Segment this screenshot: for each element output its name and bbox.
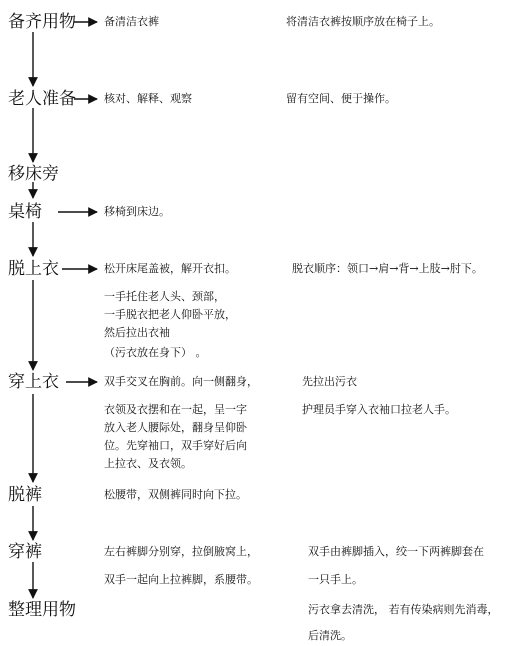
- step-6-note-line: 护理员手穿入衣袖口拉老人手。: [302, 403, 456, 416]
- step-5-action-line: 一手托住老人头、颈部，: [104, 290, 225, 303]
- step-7-action: 松腰带，双侧裤同时向下拉。: [104, 488, 247, 501]
- step-5-action-line: 一手脱衣把老人仰卧平放，: [104, 308, 236, 321]
- step-label-8: 穿裤: [8, 542, 42, 562]
- step-5-note: 脱衣顺序：领口→肩→背→上肢→肘下。: [292, 262, 483, 275]
- step-8-note-line: 双手由裤脚插入，绞一下两裤脚套在: [308, 545, 484, 558]
- step-4-action: 移椅到床边。: [104, 205, 170, 218]
- step-label-1: 备齐用物: [8, 12, 76, 32]
- step-6-note-line: 先拉出污衣: [302, 375, 357, 388]
- step-6-action-line: 位。先穿袖口，双手穿好后向: [104, 439, 247, 452]
- step-2-note: 留有空间、便于操作。: [286, 92, 396, 105]
- step-6-action-line: 放入老人腰际处，翻身呈仰卧: [104, 421, 247, 434]
- step-5-action-line: 然后拉出衣袖: [104, 326, 170, 339]
- step-label-3: 移床旁: [8, 164, 59, 184]
- step-label-6: 穿上衣: [8, 372, 59, 392]
- step-9-note-line: 后清洗。: [308, 629, 352, 642]
- step-6-action-line: 衣领及衣摆和在一起，呈一字: [104, 403, 247, 416]
- step-1-note: 将清洁衣裤按顺序放在椅子上。: [286, 15, 440, 28]
- step-8-action-line: 左右裤脚分别穿，拉倒腋窝上，: [104, 545, 258, 558]
- step-label-9: 整理用物: [8, 600, 76, 620]
- step-6-action-line: 上拉衣、及衣领。: [104, 457, 192, 470]
- step-label-4: 桌椅: [8, 202, 42, 222]
- step-label-5: 脱上衣: [8, 259, 59, 279]
- step-2-action: 核对、解释、观察: [104, 92, 192, 105]
- step-5-action-line: 松开床尾盖被，解开衣扣。: [104, 262, 236, 275]
- step-1-action: 备清洁衣裤: [104, 15, 159, 28]
- step-6-action-line: 双手交叉在胸前。向一侧翻身，: [104, 375, 258, 388]
- step-8-note-line: 一只手上。: [308, 573, 363, 586]
- step-label-2: 老人准备: [8, 89, 76, 109]
- step-8-action-line: 双手一起向上拉裤脚，系腰带。: [104, 573, 258, 586]
- step-label-7: 脱裤: [8, 485, 42, 505]
- step-9-note-line: 污衣拿去清洗， 若有传染病则先消毒，: [308, 603, 499, 616]
- step-5-action-line: （污衣放在身下） 。: [104, 346, 207, 359]
